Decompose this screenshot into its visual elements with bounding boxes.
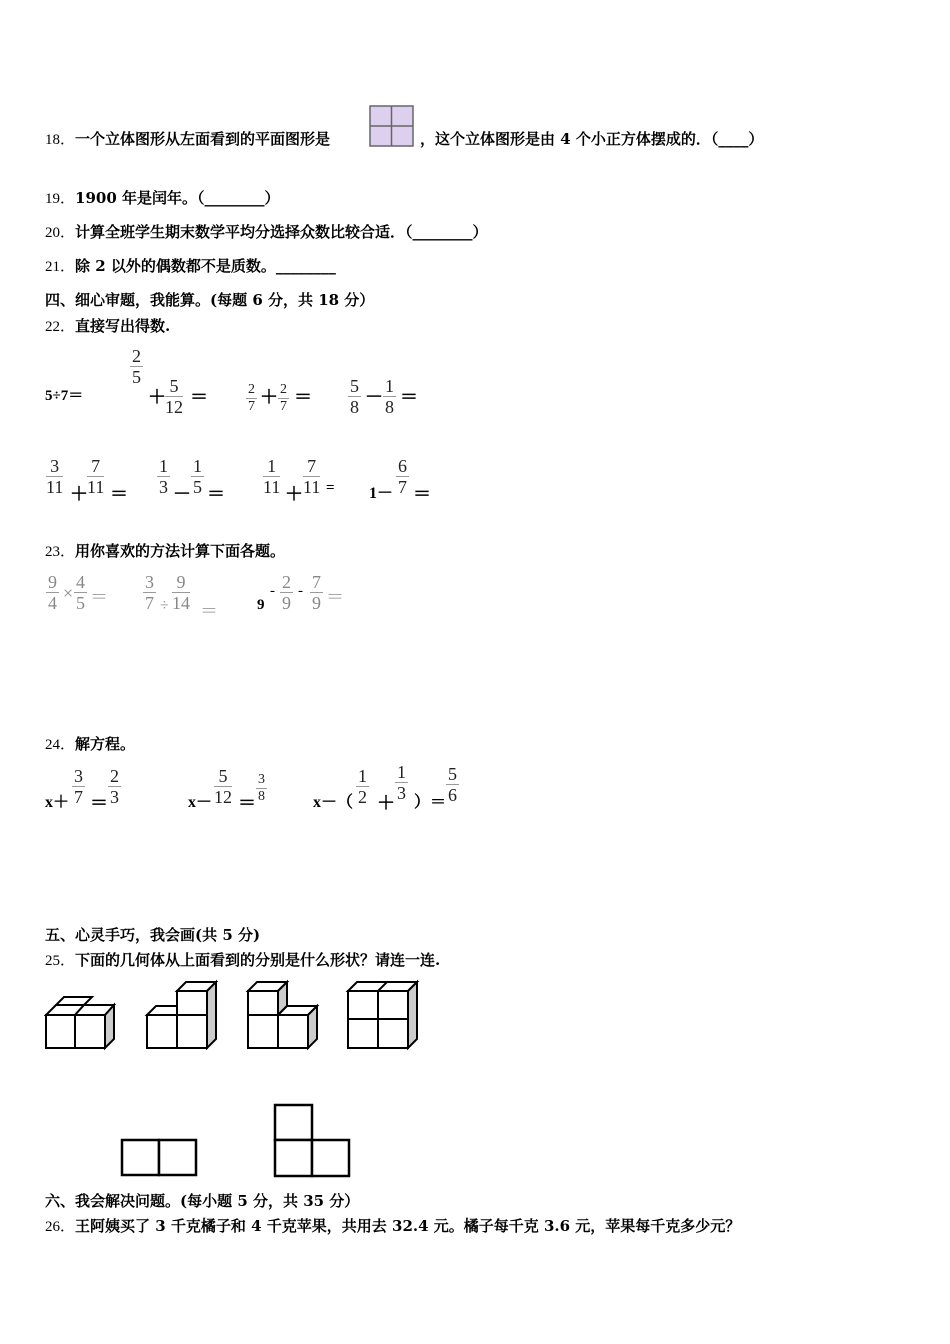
q23-text: 用你喜欢的方法计算下面各题。 [75,542,286,560]
q19-number: 19． [45,191,76,207]
x-minus: x－ [188,794,213,811]
fraction: $\frac{9}{14}$ [172,572,190,613]
plus-sign: ＋ [148,387,166,407]
fraction: $\frac{7}{11}$ [303,456,321,497]
fraction: $\frac{1}{8}$ [385,376,394,417]
equals-sign: = [326,480,335,496]
top-view-shape-2 [273,1103,353,1179]
q18-text-b: ，这个立体图形是由 4 个小正方体摆成的．（____） [420,130,764,148]
equals-sign: ＝ [90,793,108,813]
cube-figure-3 [245,977,321,1051]
fraction: $\frac{9}{4}$ [48,572,57,613]
q25-text: 下面的几何体从上面看到的分别是什么形状？请连一连. [75,951,441,969]
q22-expr-a: 5÷7＝ [45,388,84,404]
equals-sign: ＝ [200,601,218,621]
q24 [45,733,135,754]
fraction: $\frac{4}{5}$ [76,572,85,613]
section-4-title: 四、细心审题，我能算。(每题 6 分，共 18 分） [45,291,375,309]
q20-number: 20． [45,225,76,241]
q19-text: 1900 年是闰年。（________） [75,189,280,207]
equals-sign: ＝ [190,387,208,407]
cube-figure-2 [144,977,220,1051]
fraction: $\frac{3}{8}$ [258,772,265,804]
equals-sign: ＝ [413,484,431,504]
plus-sign: ＋ [285,484,303,504]
fraction: $\frac{3}{11}$ [46,456,64,497]
fraction: $\frac{7}{9}$ [312,572,321,613]
fraction: $\frac{5}{6}$ [448,764,457,805]
equals-sign: ＝ [110,484,128,504]
fraction: $\frac{3}{7}$ [74,766,83,807]
q22-text: 直接写出得数. [75,317,171,335]
minus-sign: － [365,387,383,407]
plus-sign: ＋ [70,484,88,504]
cube-figure-1 [44,995,120,1051]
q26 [45,1215,740,1236]
fraction: $\frac{7}{11}$ [87,456,105,497]
q25 [45,949,440,970]
q19 [45,187,280,208]
q23-number: 23． [45,544,76,560]
equals-sign: ＝ [207,484,225,504]
section-6-title: 六、我会解决问题。(每小题 5 分，共 35 分） [45,1192,360,1210]
fraction: $\frac{1}{3}$ [159,456,168,497]
fraction: $\frac{2}{5}$ [132,346,141,387]
plus-sign: ＋ [260,387,278,407]
plus-sign: ＋ [377,793,395,813]
top-view-shape-1 [120,1138,200,1178]
equals-sign: ＝ [400,387,418,407]
fraction: $\frac{2}{3}$ [110,766,119,807]
q22-number: 22． [45,319,76,335]
equals-sign: ＝ [326,587,344,607]
fraction: $\frac{1}{2}$ [358,766,367,807]
nine: 9 [257,597,265,613]
fraction: $\frac{5}{12}$ [165,376,183,417]
q26-text: 王阿姨买了 3 千克橘子和 4 千克苹果，共用去 32.4 元。橘子每千克 3.6 元，苹果每千克多少元？ [75,1217,741,1235]
close-paren-equals: ）＝ [414,794,447,811]
x-plus: x＋ [45,794,70,811]
fraction: $\frac{2}{7}$ [248,382,255,414]
x-minus-paren: x－（ [313,794,354,811]
q22 [45,315,170,336]
equals-sign: ＝ [90,587,108,607]
times-sign: × [63,583,74,603]
divide-sign: ÷ [160,597,169,614]
q21-text: 除 2 以外的偶数都不是质数。________ [75,257,336,275]
one-minus: 1－ [369,485,394,502]
cube-figure-4 [345,977,421,1051]
equals-sign: ＝ [294,387,312,407]
equals-sign: ＝ [238,793,256,813]
minus-sign: － [173,484,191,504]
fraction: $\frac{5}{12}$ [214,766,232,807]
fraction: $\frac{3}{7}$ [145,572,154,613]
q24-text: 解方程。 [75,735,136,753]
q20-text: 计算全班学生期末数学平均分选择众数比较合适．（________） [75,223,488,241]
fraction: $\frac{5}{8}$ [350,376,359,417]
q18-number: 18． [45,132,76,148]
fraction: $\frac{2}{9}$ [282,572,291,613]
q21 [45,255,336,276]
q18-text-a: 一个立体图形从左面看到的平面图形是 [75,130,331,148]
section-5-title: 五、心灵手巧，我会画(共 5 分) [45,926,261,944]
minus-sign: - [270,583,275,599]
fraction: $\frac{1}{11}$ [263,456,281,497]
left-view-grid-icon [369,105,414,147]
fraction: $\frac{1}{3}$ [397,762,406,803]
q18 [45,128,330,149]
fraction: $\frac{2}{7}$ [280,382,287,414]
q23 [45,540,285,561]
minus-sign: - [298,583,303,599]
q20 [45,221,488,242]
fraction: $\frac{6}{7}$ [398,456,407,497]
q21-number: 21． [45,259,76,275]
q26-number: 26． [45,1219,76,1235]
q25-number: 25． [45,953,76,969]
fraction: $\frac{1}{5}$ [193,456,202,497]
q24-number: 24． [45,737,76,753]
